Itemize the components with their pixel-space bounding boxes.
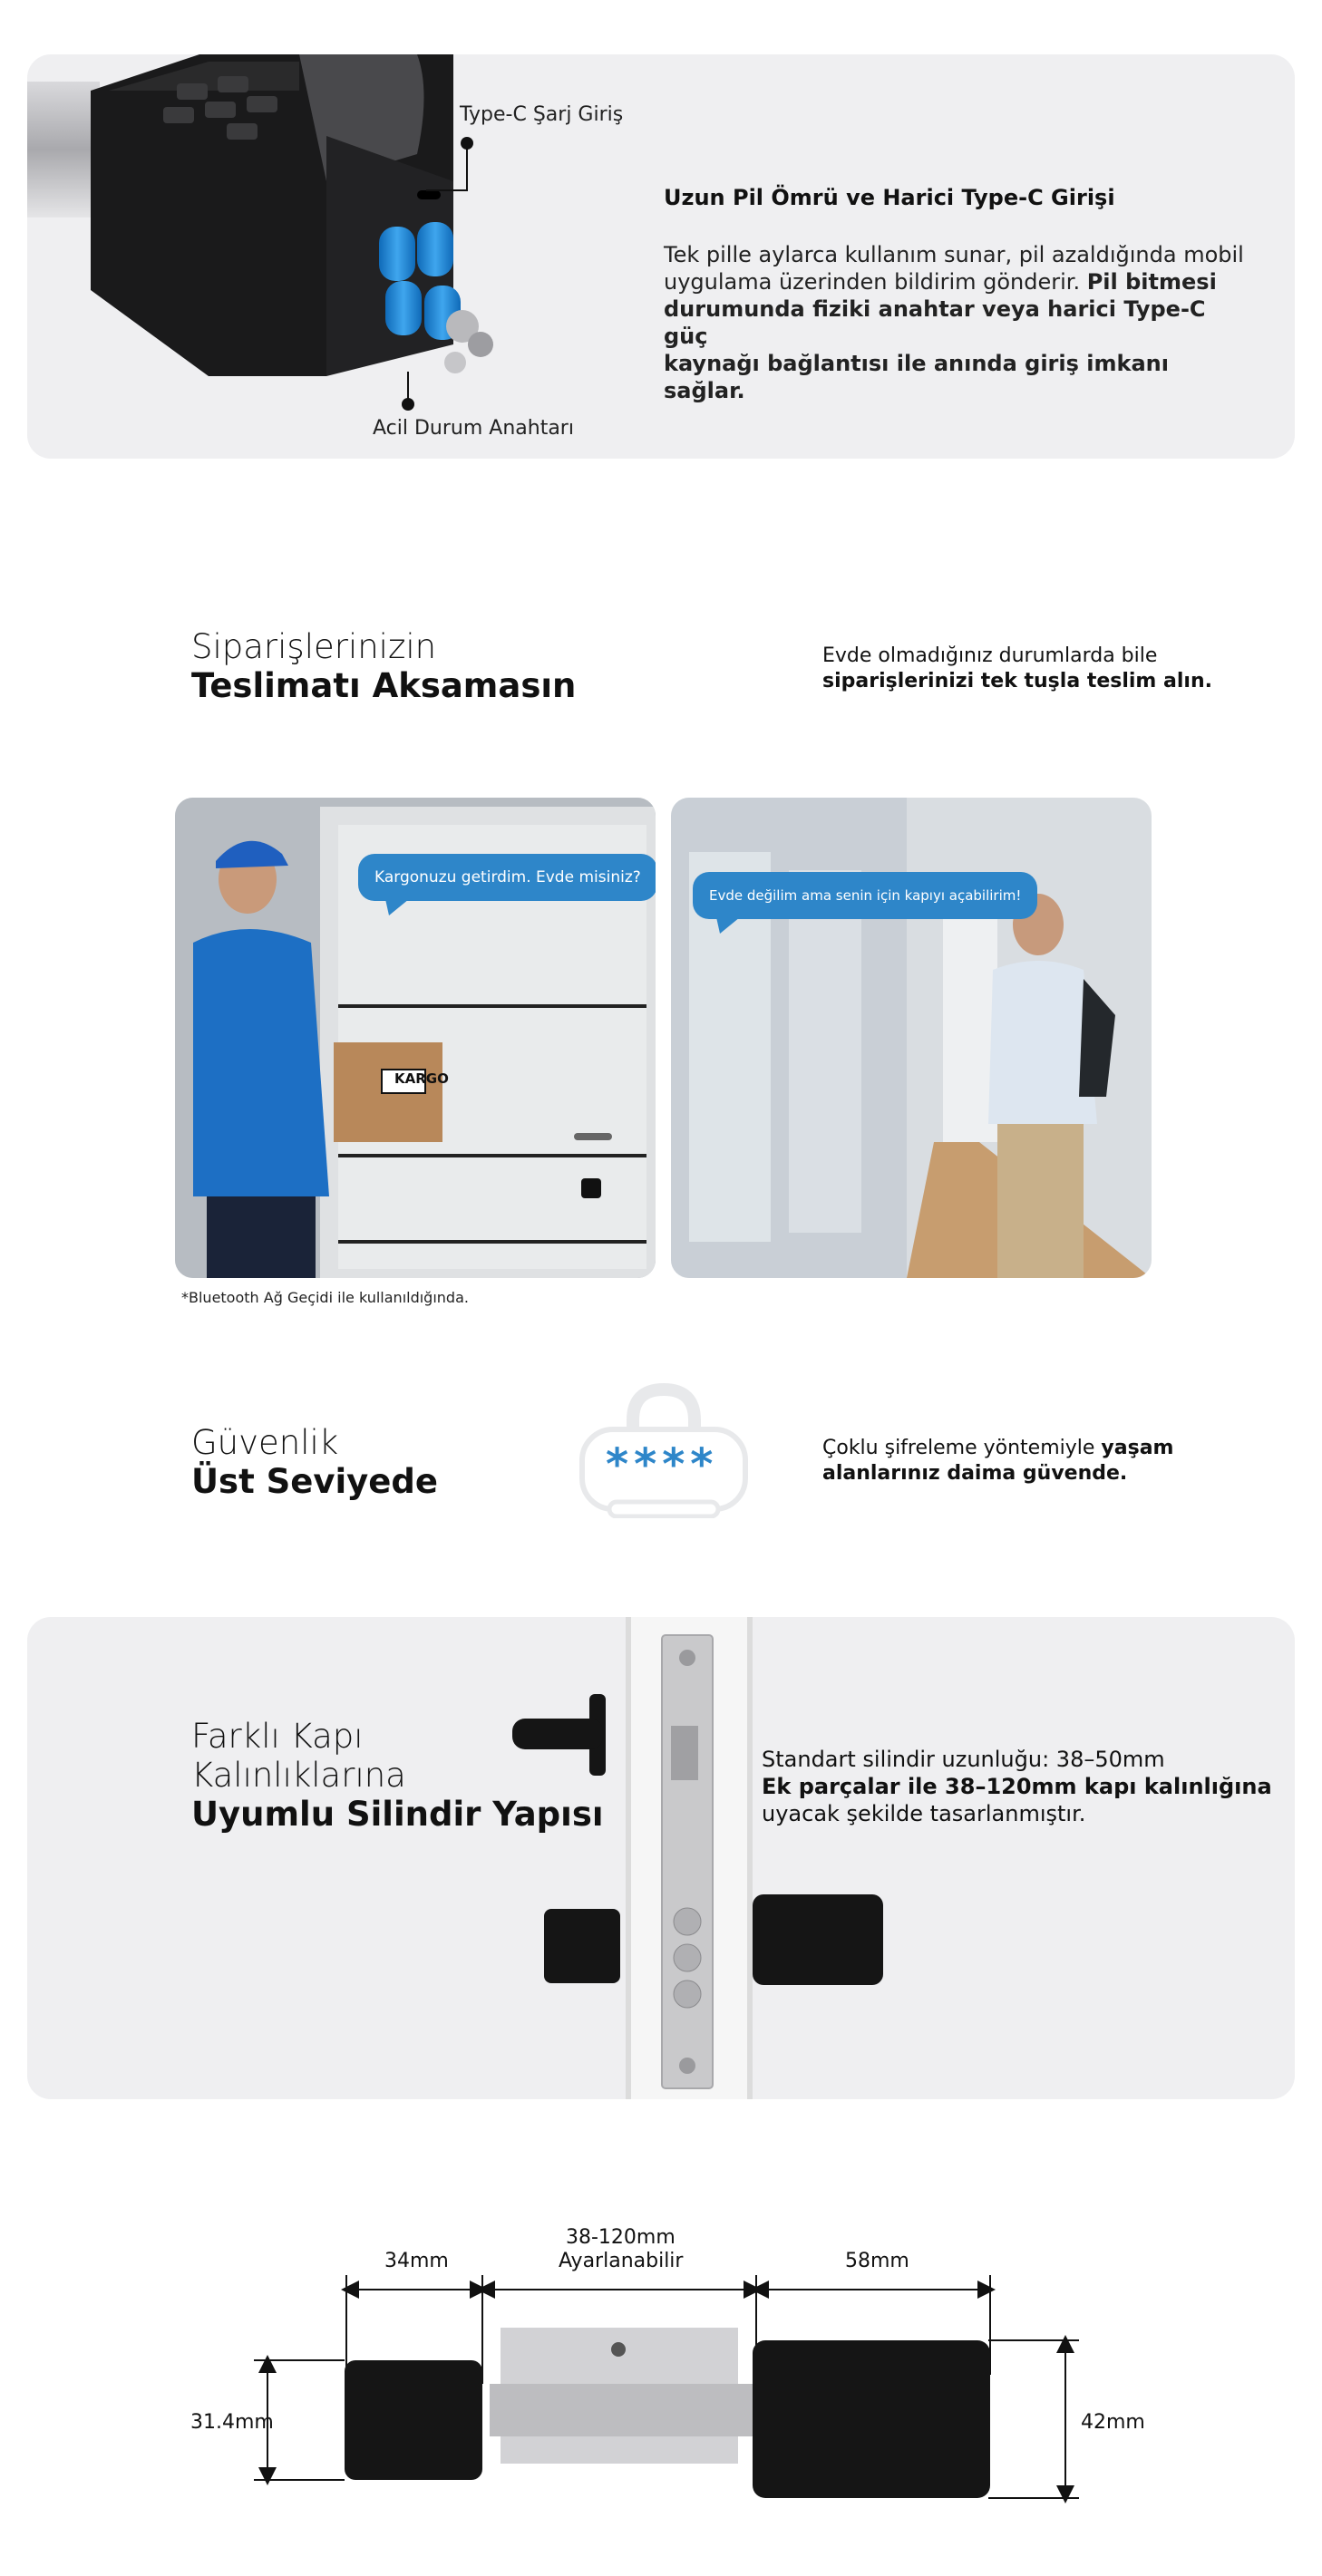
security-heading-light: Güvenlik <box>191 1423 339 1462</box>
cylinder-heading-line1: Farklı Kapı <box>191 1717 364 1756</box>
delivery-heading-light: Siparişlerinizin <box>191 627 437 666</box>
cylinder-side-text: Standart silindir uzunluğu: 38–50mm Ek parçalar ile 38–120mm kapı kalınlığına uyacak şekilde tasarlanmıştır. <box>762 1747 1272 1826</box>
typec-port-label: Type-C Şarj Giriş <box>460 103 624 126</box>
dim-middle-line2: Ayarlanabilir <box>559 2250 684 2272</box>
homeowner-photo <box>671 798 1152 1278</box>
battery-feature-body <box>664 241 1244 404</box>
cylinder-dimension-drawing <box>163 2248 1142 2520</box>
delivery-footnote: *Bluetooth Ağ Geçidi ile kullanıldığında. <box>181 1289 469 1306</box>
bubble-tail <box>385 899 409 915</box>
battery-body-line: durumunda fiziki anahtar veya harici Type-C güç <box>664 296 1206 349</box>
pin-mask-text: **** <box>606 1439 719 1490</box>
security-heading-bold: Üst Seviyede <box>191 1462 438 1501</box>
courier-photo <box>175 798 656 1278</box>
battery-body-line: Tek pille aylarca kullanım sunar, pil azaldığında mobil <box>664 242 1244 267</box>
battery-body-line: uygulama üzerinden bildirim gönderir. Pil bitmesi <box>664 269 1217 295</box>
office-corridor-scene <box>671 798 1152 1278</box>
delivery-heading-bold: Teslimatı Aksamasın <box>191 666 577 705</box>
cargo-box-label: KARGO <box>394 1070 449 1087</box>
courier-speech-bubble: Kargonuzu getirdim. Evde misiniz? <box>358 854 656 901</box>
battery-body-line: kaynağı bağlantısı ile anında giriş imkanı sağlar. <box>664 351 1169 403</box>
smart-lock-battery-illustration <box>27 54 535 459</box>
dim-right-width: 58mm <box>845 2250 909 2272</box>
cylinder-feature-card <box>27 1617 1295 2099</box>
homeowner-speech-bubble: Evde değilim ama senin için kapıyı açabilirim! <box>693 872 1037 919</box>
dim-right-height: 42mm <box>1081 2411 1145 2434</box>
bubble-tail <box>716 917 740 934</box>
dim-left-width: 34mm <box>384 2250 449 2272</box>
door-lock-illustration <box>481 1617 916 2099</box>
cylinder-heading-bold: Uyumlu Silindir Yapısı <box>191 1795 604 1834</box>
dim-left-height: 31.4mm <box>190 2411 274 2434</box>
emergency-key-label: Acil Durum Anahtarı <box>373 417 574 440</box>
battery-feature-title: Uzun Pil Ömrü ve Harici Type-C Girişi <box>664 185 1115 210</box>
dim-middle-line1: 38-120mm <box>566 2226 676 2249</box>
security-side-text: Çoklu şifreleme yöntemiyle yaşam alanlarınız daima güvende. <box>822 1437 1174 1485</box>
cylinder-heading-line2: Kalınlıklarına <box>191 1756 406 1795</box>
battery-feature-card <box>27 54 1295 459</box>
delivery-side-text: Evde olmadığınız durumlarda bile siparişlerinizi tek tuşla teslim alın. <box>822 644 1212 692</box>
